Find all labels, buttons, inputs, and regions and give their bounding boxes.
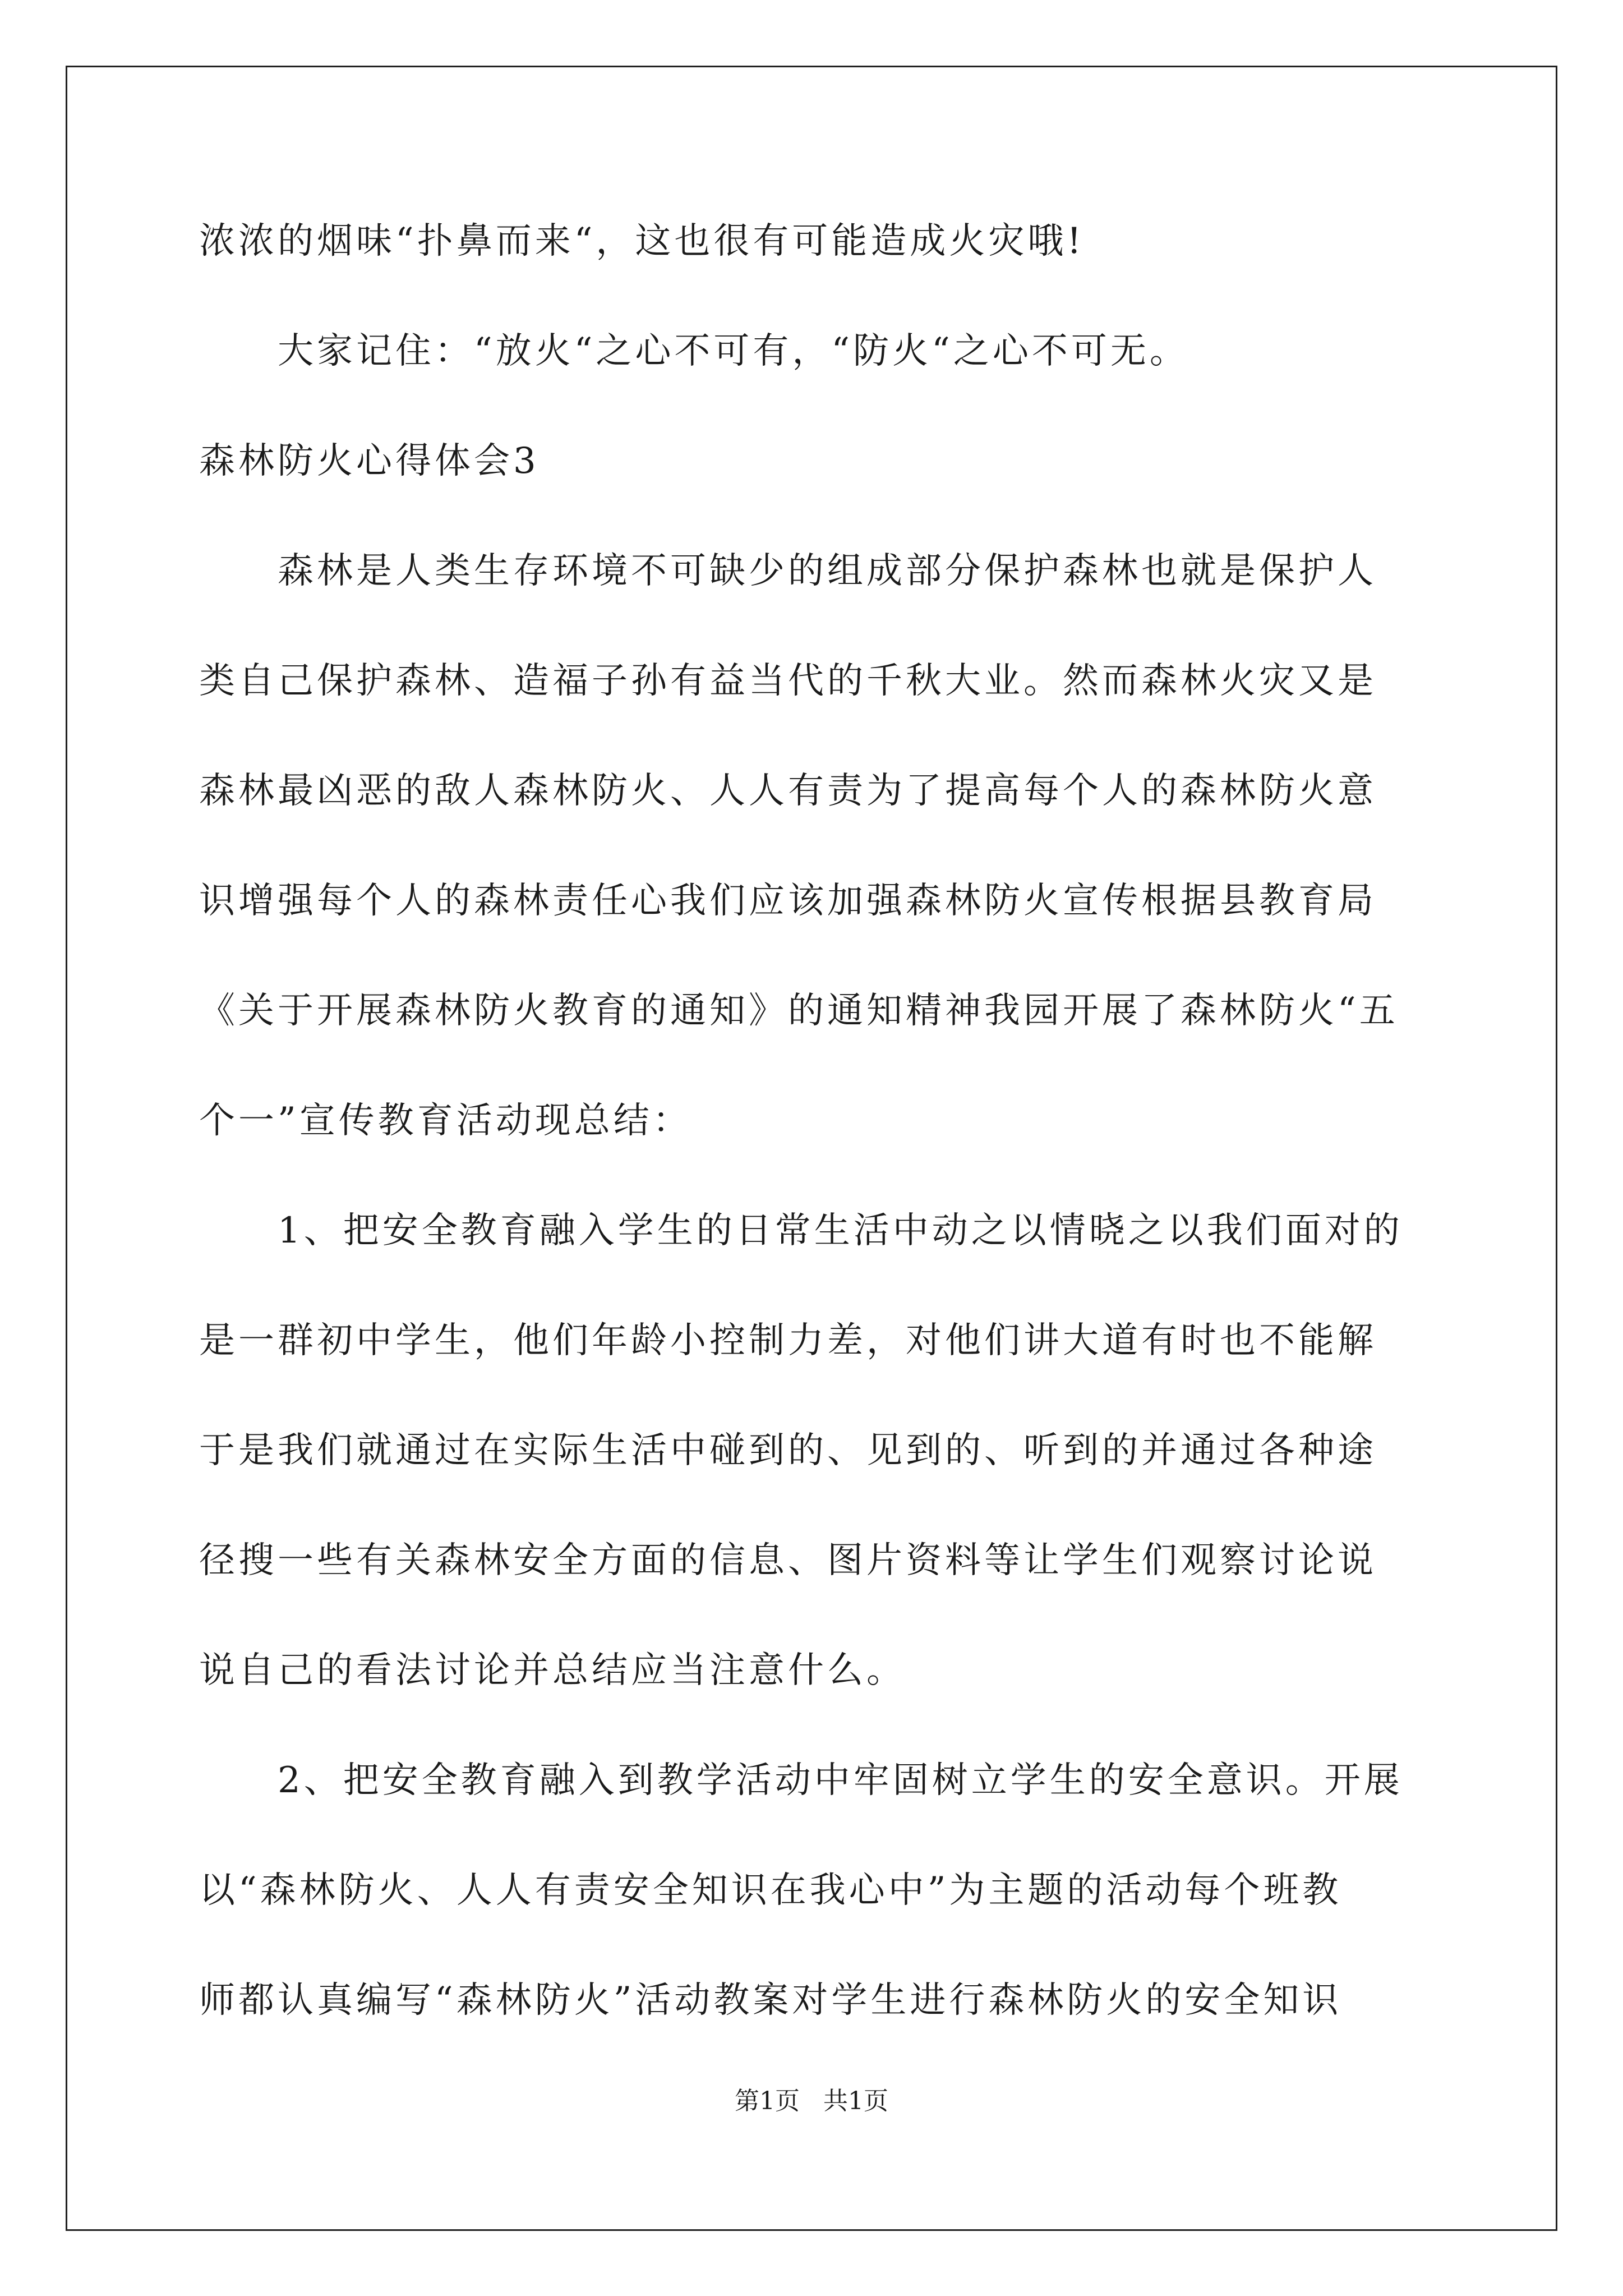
text-line: 个一”宣传教育活动现总结： [199,1100,692,1142]
text-line: 大家记住：“放火“之心不可有，“防火“之心不可无。 [278,330,1189,372]
text-line: 于是我们就通过在实际生活中碰到的、见到的、听到的并通过各种途 [199,1430,1377,1471]
text-line: 以“森林防火、人人有责安全知识在我心中”为主题的活动每个班教 [199,1870,1342,1911]
text-line: 说自己的看法讨论并总结应当注意什么。 [199,1650,906,1691]
text-line: 类自己保护森林、造福子孙有益当代的千秋大业。然而森林火灾又是 [199,660,1377,702]
text-line: 森林是人类生存环境不可缺少的组成部分保护森林也就是保护人 [278,550,1377,592]
text-line: 《关于开展森林防火教育的通知》的通知精神我园开展了森林防火“五 [199,990,1399,1032]
page-number-footer: 第1页 共1页 [735,2087,888,2115]
text-line: 1、把安全教育融入学生的日常生活中动之以情晓之以我们面对的 [278,1210,1403,1251]
text-line: 2、把安全教育融入到教学活动中牢固树立学生的安全意识。开展 [278,1760,1403,1801]
text-line: 识增强每个人的森林责任心我们应该加强森林防火宣传根据县教育局 [199,880,1377,922]
text-line: 浓浓的烟味“扑鼻而来“，这也很有可能造成火灾哦! [199,220,1085,262]
section-heading: 森林防火心得体会3 [199,440,540,482]
text-line: 师都认真编写“森林防火”活动教案对学生进行森林防火的安全知识 [199,1980,1342,2021]
text-line: 森林最凶恶的敌人森林防火、人人有责为了提高每个人的森林防火意 [199,770,1377,812]
text-line: 径搜一些有关森林安全方面的信息、图片资料等让学生们观察讨论说 [199,1540,1377,1581]
text-line: 是一群初中学生，他们年龄小控制力差，对他们讲大道有时也不能解 [199,1320,1377,1361]
